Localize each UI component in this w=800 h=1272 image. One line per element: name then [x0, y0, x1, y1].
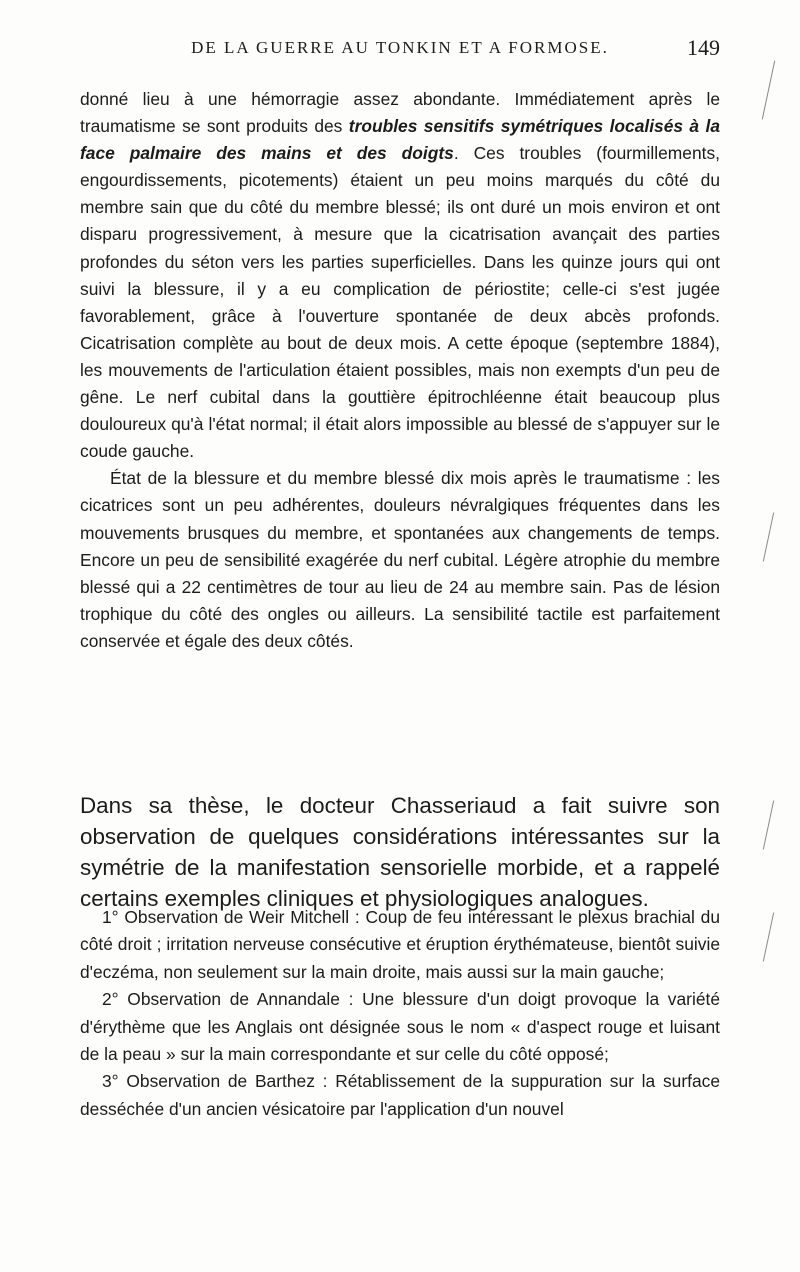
large-paragraph: Dans sa thèse, le docteur Chasseriaud a fait suivre son observation de quelques considérations intéressantes sur la symétrie de la manifestation sensorielle morbide, et a rappelé certains exemples cliniques et physiologiques analogues. — [80, 793, 720, 911]
observation-1: 1° Observation de Weir Mitchell : Coup de feu intéressant le plexus brachial du côté droit ; irritation nerveuse consécutive et éruption érythémateuse, bientôt suivie d'eczéma, non seulement sur la main droite, mais aussi sur la main gauche; — [80, 907, 720, 982]
margin-mark — [763, 800, 774, 849]
margin-mark — [762, 61, 775, 120]
paragraph-1-end: . Ces troubles (fourmillements, engourdissements, picotements) étaient un peu moins marqués du côté du membre sain que du côté du membre blessé; ils ont duré un mois environ et ont disparu progressivement, à mesure que la cicatrisation avançait des parties profondes du séton vers les parties superficielles. Dans les quinze jours qui ont suivi la blessure, il y a eu complication de périostite; celle-ci s'est jugée favorablement, grâce à l'ouverture spontanée de deux abcès profonds. Cicatrisation complète au bout de deux mois. A cette époque (septembre 1884), les mouvements de l'articulation étaient possibles, mais non exempts d'un peu de gêne. Le nerf cubital dans la gouttière épitrochléenne était beaucoup plus douloureux qu'à l'état normal; il était alors impossible au blessé de s'appuyer sur le coude gauche. — [80, 143, 720, 462]
running-title: DE LA GUERRE AU TONKIN ET A FORMOSE. — [191, 38, 609, 57]
observation-list — [80, 904, 720, 1123]
paragraph-1-start: donné lieu à une hémorragie assez abondante. Immédiatement après le traumatisme se sont produits des — [80, 89, 720, 137]
paragraph-2: État de la blessure et du membre blessé dix mois après le traumatisme : les cicatrices sont un peu adhérentes, douleurs névralgiques fréquentes dans les mouvements brusques du membre, et spontanées aux changements de temps. Encore un peu de sensibilité exagérée du nerf cubital. Légère atrophie du membre blessé qui a 22 centimètres de tour au lieu de 24 au membre sain. Pas de lésion trophique du côté des ongles ou ailleurs. La sensibilité tactile est parfaitement conservée et égale des deux côtés. — [80, 468, 720, 651]
observation-2: 2° Observation de Annandale : Une blessure d'un doigt provoque la variété d'érythème que les Anglais ont désignée sous le nom « d'aspect rouge et luisant de la peau » sur la main correspondante et sur celle du côté opposé; — [80, 989, 720, 1065]
paragraph-1 — [80, 86, 720, 465]
margin-mark — [763, 912, 774, 961]
page-number: 149 — [687, 35, 720, 60]
observation-3: 3° Observation de Barthez : Rétablissement de la suppuration sur la surface desséchée d'un ancien vésicatoire par l'application d'un nouvel — [80, 1071, 720, 1119]
running-header — [80, 35, 720, 60]
emphasis-text: troubles sensitifs symétriques localisés à la face palmaire des mains et des doigts — [80, 116, 720, 164]
body-text — [80, 86, 720, 655]
margin-mark — [763, 512, 774, 561]
